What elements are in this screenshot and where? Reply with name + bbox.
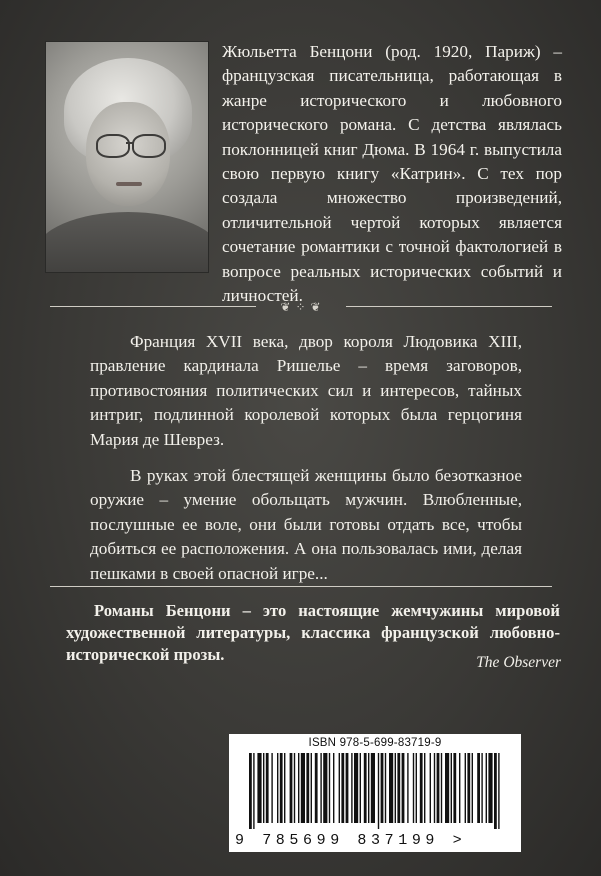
review-quote: Романы Бенцони – это настоящие жемчужины мировой художественной литературы, классика французской любовно-исторической прозы. [66,601,560,664]
isbn-label: ISBN 978-5-699-83719-9 [308,737,442,749]
horizontal-rule [50,586,552,587]
ornament-icon: ❦ ⁘ ❦ [280,300,322,314]
blurb-paragraph-1: Франция XVII века, двор короля Людовика XIII, правление кардинала Ришелье – время заговоров, противостояния политических сил и интересов, тайных интриг, подлинной королевой которых была герцогиня Мария де Шеврез. [90,332,522,449]
barcode-icon [249,753,501,829]
barcode-digits: 9 785699 837199 > [235,832,467,849]
book-blurb [90,330,522,586]
author-photo [46,42,208,272]
author-bio: Жюльетта Бенцони (род. 1920, Париж) – французская писательница, работающая в жанре исторического и любовного исторического романа. С детства являлась поклонницей книг Дюма. В 1964 г. выпустила свою первую книгу «Катрин». С тех пор создала множество произведений, отличительной чертой которых является сочетание романтики с точной фактологией в вопросе реальных исторических событий и личностей. [222,42,562,306]
isbn-barcode [229,734,521,852]
ornamental-divider [50,300,552,314]
blurb-paragraph-2: В руках этой блестящей женщины было безотказное оружие – умение обольщать мужчин. Влюбленные, послушные ее воле, они были готовы отдать все, чтобы добиться ее расположения. А она пользовалась ими, делая пешками в своей опасной игре... [90,466,522,583]
review-source: The Observer [476,654,561,671]
